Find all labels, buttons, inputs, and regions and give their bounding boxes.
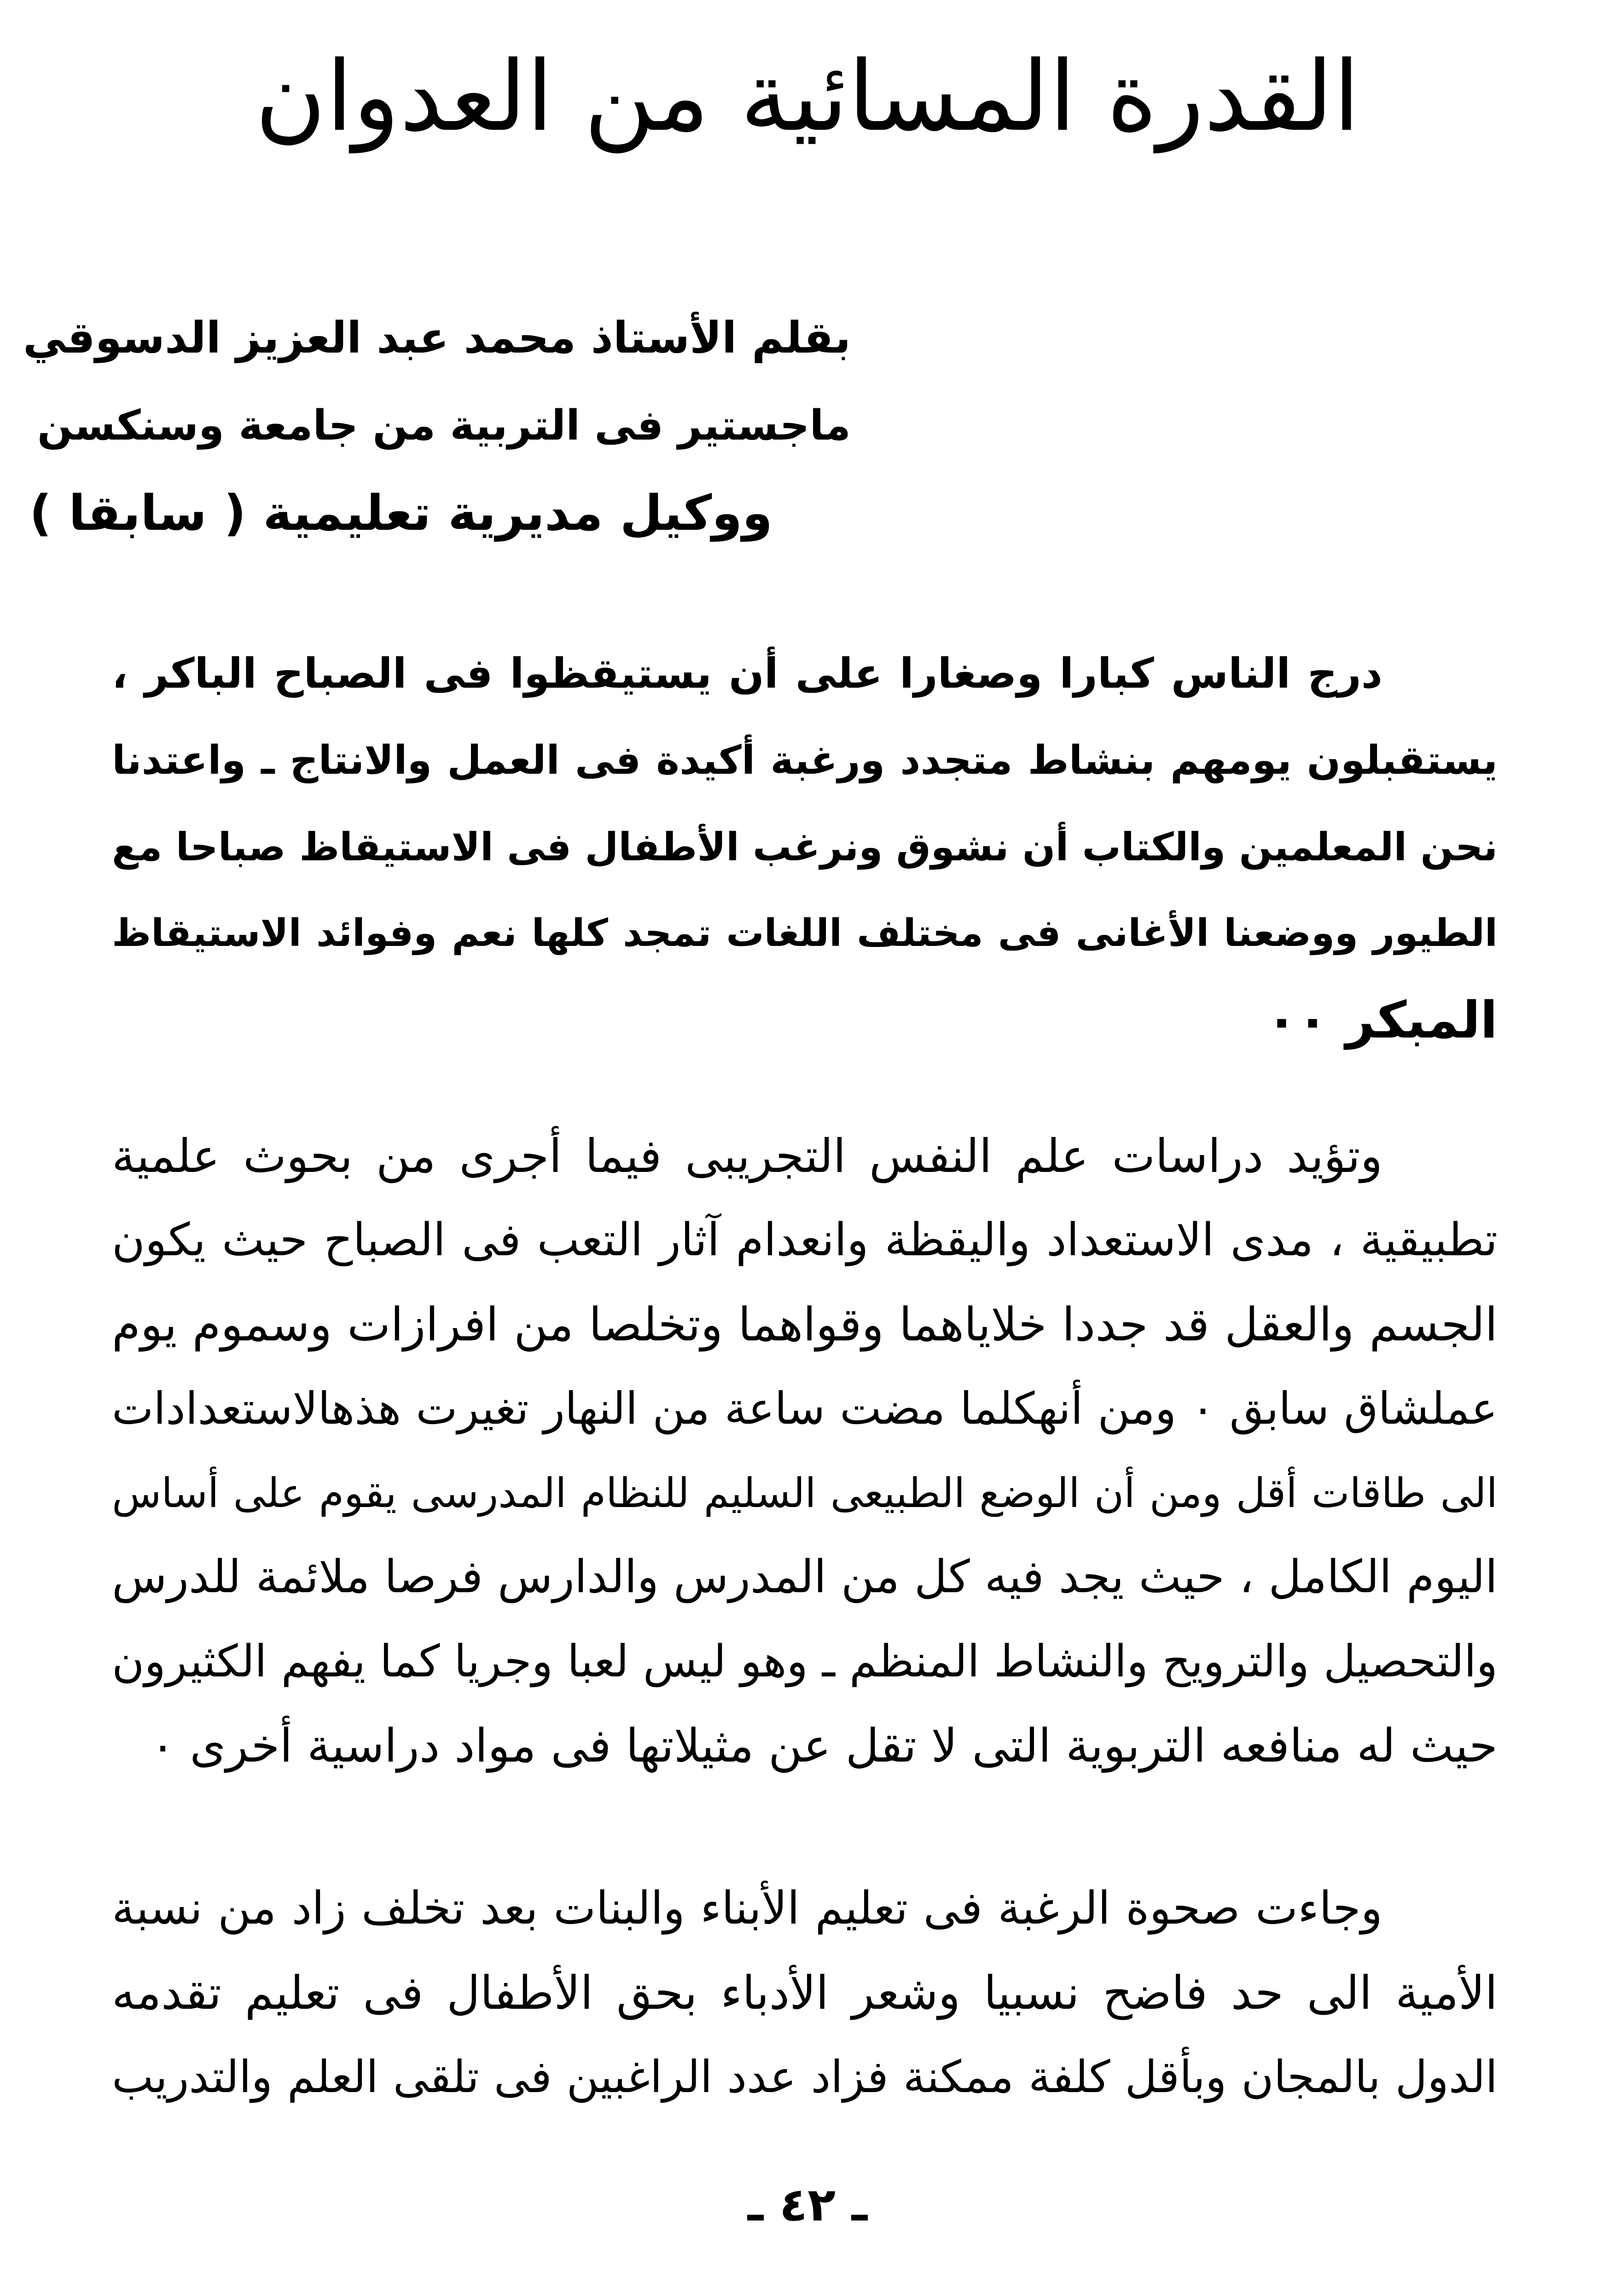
author-block	[22, 295, 851, 557]
page-title: القدرة المسائية من العدوان	[255, 40, 1360, 153]
paragraph-line: حيث له منافعه التربوية التى لا تقل عن مثيلاتها فى مواد دراسية أخرى ٠	[150, 1719, 1498, 1773]
body-paragraph-3	[112, 1867, 1498, 2119]
paragraph-line: الطيور ووضعنا الأغانى فى مختلف اللغات تمجد كلها نعم وفوائد الاستيقاظ	[112, 911, 1498, 955]
intro-paragraph	[112, 631, 1498, 1063]
author-position-line: ووكيل مديرية تعليمية ( سابقا )	[29, 485, 773, 541]
paragraph-line: الى طاقات أقل ومن أن الوضع الطبيعى السليم للنظام المدرسى يقوم على أساس	[112, 1469, 1498, 1517]
paragraph-line: وتؤيد دراسات علم النفس التجريبى فيما أجرى من بحوث علمية	[112, 1129, 1383, 1183]
author-name-line: بقلم الأستاذ محمد عبد العزيز الدسوقي	[23, 313, 851, 363]
paragraph-line: يستقبلون يومهم بنشاط متجدد ورغبة أكيدة فى العمل والانتاج ـ واعتدنا	[112, 737, 1498, 783]
author-degree-line: ماجستير فى التربية من جامعة وسنكسن	[37, 401, 851, 450]
body-paragraph-2	[112, 1114, 1498, 1788]
paragraph-line: وجاءت صحوة الرغبة فى تعليم الأبناء والبنات بعد تخلف زاد من نسبة	[112, 1882, 1383, 1935]
paragraph-line: والتحصيل والترويح والنشاط المنظم ـ وهو ليس لعبا وجريا كما يفهم الكثيرون	[112, 1635, 1498, 1687]
paragraph-line: تطبيقية ، مدى الاستعداد واليقظة وانعدام آثار التعب فى الصباح حيث يكون	[112, 1214, 1498, 1266]
paragraph-line: الدول بالمجان وبأقل كلفة ممكنة فزاد عدد الراغبين فى تلقى العلم والتدريب	[112, 2051, 1498, 2103]
paragraph-line: اليوم الكامل ، حيث يجد فيه كل من المدرس والدارس فرصا ملائمة للدرس	[112, 1551, 1498, 1603]
paragraph-line: الأمية الى حد فاضح نسبيا وشعر الأدباء بحق الأطفال فى تعليم تقدمه	[112, 1966, 1498, 2020]
paragraph-line: الجسم والعقل قد جددا خلاياهما وقواهما وتخلصا من افرازات وسموم يوم	[112, 1298, 1498, 1351]
paragraph-line: عملشاق سابق ٠ ومن أنهكلما مضت ساعة من النهار تغيرت هذهالاستعدادات	[112, 1383, 1498, 1434]
paragraph-line: نحن المعلمين والكتاب أن نشوق ونرغب الأطفال فى الاستيقاظ صباحا مع	[112, 824, 1498, 870]
paragraph-line: درج الناس كبارا وصغارا على أن يستيقظوا فى الصباح الباكر ،	[112, 649, 1383, 698]
page-number: ـ ٤٢ ـ	[747, 2178, 868, 2232]
paragraph-line: المبكر ٠٠	[1266, 991, 1498, 1049]
